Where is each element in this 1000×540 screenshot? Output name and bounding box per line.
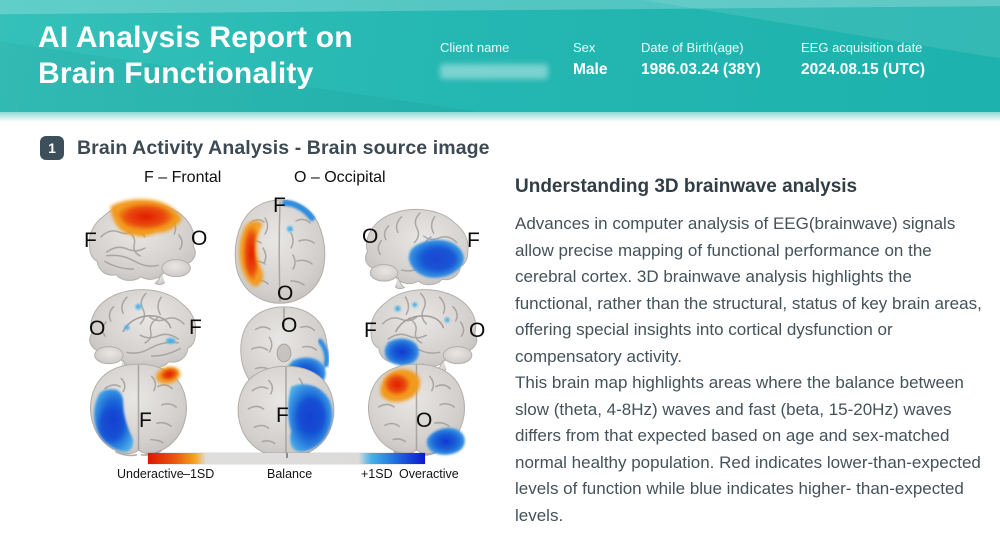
brain-label: F <box>139 409 152 432</box>
brain-label: O <box>416 409 433 432</box>
brain-source-image-grid <box>60 190 505 475</box>
colorbar-label-underactive: Underactive <box>117 467 184 481</box>
panel-paragraph-2: This brain map highlights areas where the balance between slow (theta, 4-8Hz) waves and fast (beta, 15-20Hz) waves differs from that expected based on age and sex-matched normal healthy population. Red indicates lower-than-expected levels of function while blue indicates higher- than-expected levels. <box>515 373 981 525</box>
brain-right-lateral <box>348 202 490 294</box>
brain-label: O <box>89 317 106 340</box>
colorbar-label-overactive: Overactive <box>399 467 459 481</box>
brain-label: O <box>277 282 294 305</box>
client-name-label: Client name <box>440 40 510 55</box>
brain-label: O <box>469 319 486 342</box>
colorbar-center-tick <box>286 453 288 458</box>
report-header <box>0 0 1000 112</box>
header-decor-triangle <box>450 0 1000 112</box>
brain-label: F <box>276 404 289 427</box>
brain-label: F <box>364 319 377 342</box>
brain-label: O <box>281 314 298 337</box>
section-number-badge: 1 <box>40 136 64 160</box>
panel-heading: Understanding 3D brainwave analysis <box>515 176 858 197</box>
brain-label: O <box>191 227 208 250</box>
eeg-date-label: EEG acquisition date <box>801 40 923 55</box>
colorbar-label-minus1sd: –1SD <box>183 467 215 481</box>
brain-label: F <box>189 316 202 339</box>
brain-left-lateral <box>70 195 210 290</box>
legend-frontal: F – Frontal <box>144 169 222 186</box>
brain-label: F <box>84 229 97 252</box>
brain-label: F <box>273 194 286 217</box>
colorbar-label-plus1sd: +1SD <box>361 467 393 481</box>
brain-occipital-view <box>353 358 481 460</box>
dob-value: 1986.03.24 (38Y) <box>641 61 761 78</box>
header-fade-strip <box>0 112 1000 122</box>
sex-value: Male <box>573 61 608 78</box>
panel-paragraph-1: Advances in computer analysis of EEG(brainwave) signals allow precise mapping of functional performance on the cerebral cortex. 3D brainwave analysis highlights the functional, rather than the structural, status of key brain areas, offering special insights into cortical dysfunction or compensatory activity. <box>515 214 982 366</box>
activity-colorbar <box>100 450 490 484</box>
report-title <box>38 20 353 92</box>
report-title-line2: Brain Functionality <box>38 57 314 90</box>
client-name-value-redacted <box>440 64 548 79</box>
sex-label: Sex <box>573 40 596 55</box>
report-title-line1: AI Analysis Report on <box>38 21 353 54</box>
brain-frontal-tilt-view <box>228 360 345 462</box>
brain-label: O <box>362 225 379 248</box>
brain-top-view <box>225 193 335 310</box>
brain-label: F <box>467 229 480 252</box>
section-title: Brain Activity Analysis - Brain source image <box>77 136 490 159</box>
brain-frontal-view <box>73 358 205 460</box>
dob-label: Date of Birth(age) <box>641 40 744 55</box>
legend-occipital: O – Occipital <box>294 169 386 186</box>
explanation-panel <box>515 176 988 529</box>
section-header <box>40 136 490 160</box>
eeg-date-value: 2024.08.15 (UTC) <box>801 61 926 78</box>
colorbar-label-balance: Balance <box>267 467 313 481</box>
